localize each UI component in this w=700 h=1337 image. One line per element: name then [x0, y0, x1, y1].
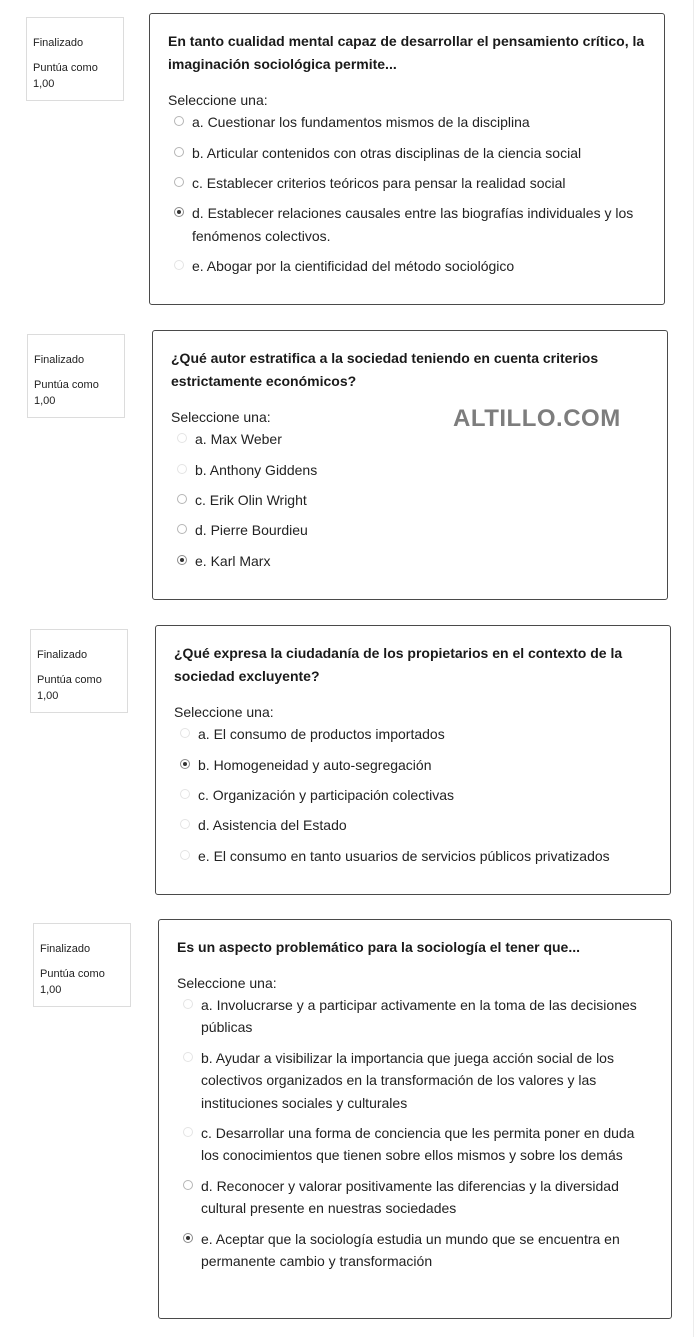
grade-label: Puntúa como	[34, 378, 99, 391]
option-label: d. Asistencia del Estado	[198, 817, 347, 834]
radio-button-checked-icon[interactable]	[174, 207, 184, 217]
grade-value: 1,00	[34, 394, 56, 407]
question-card-4	[158, 919, 672, 1319]
answer-option-e[interactable]	[168, 255, 646, 277]
answer-prompt: Seleccione una:	[171, 409, 271, 426]
question-card-1	[149, 13, 665, 305]
radio-button-icon[interactable]	[180, 728, 190, 738]
answer-option-a[interactable]	[177, 994, 653, 1039]
question-state: Finalizado	[34, 354, 85, 366]
answer-option-d[interactable]	[168, 202, 646, 247]
option-label: e. El consumo en tanto usuarios de servicios públicos privatizados	[198, 847, 610, 864]
answer-option-b[interactable]	[177, 1047, 653, 1114]
answer-option-b[interactable]	[174, 754, 652, 776]
answer-option-a[interactable]	[168, 111, 646, 133]
radio-button-checked-icon[interactable]	[183, 1233, 193, 1243]
option-label: d. Reconocer y valorar positivamente las diferencias y la diversidad cultural presente en nuestras sociedades	[201, 1177, 619, 1217]
radio-button-icon[interactable]	[183, 1180, 193, 1190]
radio-button-icon[interactable]	[183, 1127, 193, 1137]
grade-label: Puntúa como	[33, 61, 98, 74]
answer-prompt: Seleccione una:	[174, 704, 274, 721]
radio-button-icon[interactable]	[183, 1052, 193, 1062]
answer-option-a[interactable]	[174, 723, 652, 745]
option-label: d. Pierre Bourdieu	[195, 522, 308, 539]
question-card-2	[152, 330, 668, 600]
option-label: a. Involucrarse y a participar activamente en la toma de las decisiones públicas	[201, 997, 637, 1036]
radio-button-icon[interactable]	[180, 789, 190, 799]
option-label: c. Organización y participación colectivas	[198, 786, 455, 803]
grade-value: 1,00	[37, 689, 59, 702]
radio-button-checked-icon[interactable]	[177, 555, 187, 565]
option-label: c. Desarrollar una forma de conciencia que les permita poner en duda los conocimientos que tienen sobre ellos mismos y sobre los demás	[201, 1125, 635, 1164]
answer-option-d[interactable]	[171, 519, 649, 541]
radio-button-icon[interactable]	[177, 494, 187, 504]
question-text: ¿Qué autor estratifica a la sociedad teniendo en cuenta criterios estrictamente económicos?	[171, 350, 599, 390]
answer-option-c[interactable]	[174, 784, 652, 806]
option-label: a. Max Weber	[195, 431, 282, 448]
answer-prompt: Seleccione una:	[177, 975, 277, 992]
option-label: a. Cuestionar los fundamentos mismos de la disciplina	[192, 114, 530, 131]
option-label: a. El consumo de productos importados	[198, 726, 445, 743]
watermark: ALTILLO.COM	[453, 405, 621, 432]
answer-option-c[interactable]	[168, 172, 646, 194]
radio-button-icon[interactable]	[177, 524, 187, 534]
question-info-4	[33, 923, 131, 1007]
question-text: En tanto cualidad mental capaz de desarrollar el pensamiento crítico, la imaginación sociológica permite...	[168, 33, 645, 73]
question-info-1	[26, 17, 124, 101]
answer-option-b[interactable]	[168, 142, 646, 164]
question-card-3	[155, 625, 671, 895]
grade-value: 1,00	[33, 77, 55, 90]
radio-button-icon[interactable]	[174, 177, 184, 187]
radio-button-icon[interactable]	[177, 464, 187, 474]
answer-option-c[interactable]	[171, 489, 649, 511]
question-state: Finalizado	[37, 649, 88, 661]
radio-button-icon[interactable]	[177, 433, 187, 443]
option-label: d. Establecer relaciones causales entre las biografías individuales y los fenómenos colectivos.	[192, 205, 634, 244]
radio-button-icon[interactable]	[180, 819, 190, 829]
question-info-2	[27, 334, 125, 418]
question-text: Es un aspecto problemático para la sociología el tener que...	[177, 939, 580, 955]
option-label: e. Karl Marx	[195, 552, 271, 569]
page-edge-divider	[693, 0, 694, 1337]
option-label: b. Homogeneidad y auto-segregación	[198, 756, 432, 773]
question-state: Finalizado	[40, 943, 91, 955]
question-info-3	[30, 629, 128, 713]
answer-option-e[interactable]	[171, 550, 649, 572]
answer-option-e[interactable]	[177, 1228, 653, 1273]
answer-option-d[interactable]	[177, 1175, 653, 1220]
option-label: b. Anthony Giddens	[195, 461, 318, 478]
radio-button-icon[interactable]	[180, 850, 190, 860]
question-state: Finalizado	[33, 37, 84, 49]
radio-button-icon[interactable]	[174, 116, 184, 126]
radio-button-icon[interactable]	[174, 260, 184, 270]
option-label: c. Establecer criterios teóricos para pensar la realidad social	[192, 174, 566, 191]
grade-label: Puntúa como	[40, 967, 105, 980]
grade-value: 1,00	[40, 983, 62, 996]
answer-option-b[interactable]	[171, 459, 649, 481]
answer-option-c[interactable]	[177, 1122, 653, 1167]
question-text: ¿Qué expresa la ciudadanía de los propietarios en el contexto de la sociedad excluyente?	[174, 645, 623, 685]
option-label: e. Abogar por la cientificidad del método sociológico	[192, 258, 515, 275]
answer-prompt: Seleccione una:	[168, 92, 268, 109]
grade-label: Puntúa como	[37, 673, 102, 686]
radio-button-checked-icon[interactable]	[180, 759, 190, 769]
radio-button-icon[interactable]	[174, 147, 184, 157]
option-label: b. Articular contenidos con otras disciplinas de la ciencia social	[192, 144, 582, 161]
option-label: e. Aceptar que la sociología estudia un mundo que se encuentra en permanente cambio y transformación	[201, 1230, 620, 1269]
answer-option-d[interactable]	[174, 814, 652, 836]
radio-button-icon[interactable]	[183, 999, 193, 1009]
option-label: b. Ayudar a visibilizar la importancia que juega acción social de los colectivos organizados en la transformación de los valores y las instituciones sociales y culturales	[201, 1049, 614, 1111]
option-label: c. Erik Olin Wright	[195, 491, 307, 508]
answer-option-e[interactable]	[174, 845, 652, 867]
